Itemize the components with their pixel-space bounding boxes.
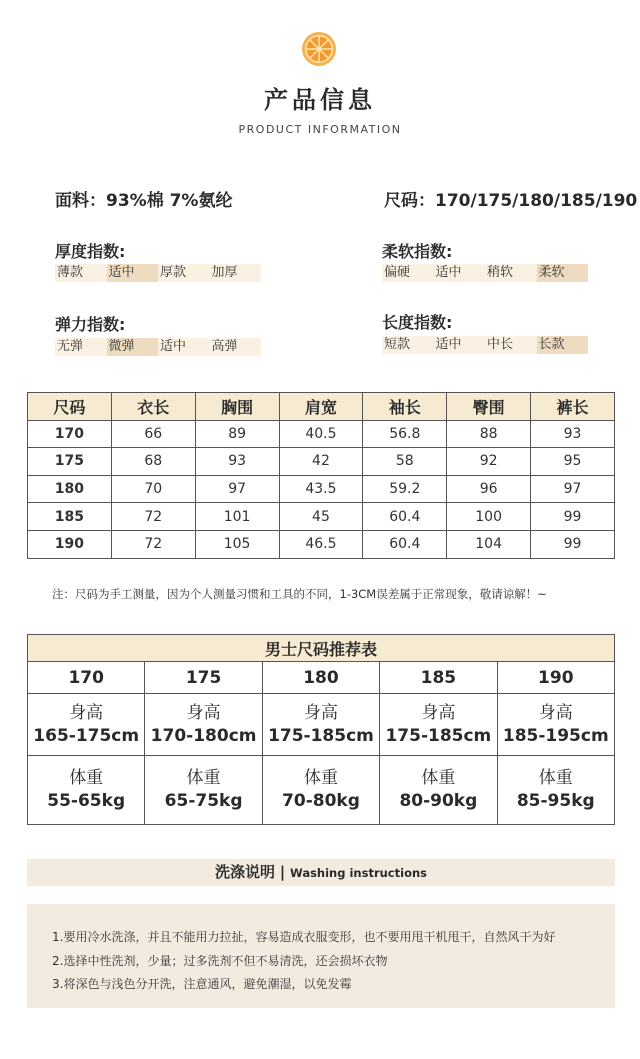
table-cell: 68 [111, 448, 195, 476]
thickness-option: 加厚 [211, 265, 238, 280]
height-cell [145, 694, 262, 756]
recommend-size: 185 [380, 662, 497, 694]
page-subtitle: PRODUCT INFORMATION [238, 123, 402, 136]
thickness-scale [55, 264, 261, 282]
orange-slice-icon [301, 31, 337, 67]
table-cell: 170 [28, 420, 112, 448]
recommend-size: 190 [497, 662, 614, 694]
table-cell: 46.5 [279, 530, 363, 558]
weight-label: 体重 [303, 768, 338, 788]
height-value: 175-185cm [385, 725, 492, 746]
recommend-table-title: 男士尺码推荐表 [28, 635, 615, 662]
length-option: 适中 [435, 337, 462, 352]
table-cell: 95 [531, 448, 615, 476]
table-cell: 66 [111, 420, 195, 448]
washing-line: 1.要用冷水洗涤，并且不能用力拉扯，容易造成衣服变形，也不要用甩干机甩干，自然风干为好 [52, 930, 556, 944]
recommend-table [27, 634, 615, 825]
recommend-size: 175 [145, 662, 262, 694]
size-table [27, 392, 615, 559]
thickness-option: 薄款 [57, 265, 84, 280]
table-cell: 96 [447, 475, 531, 503]
header-length: 衣长 [111, 393, 195, 421]
table-row [28, 475, 615, 503]
table-cell: 88 [447, 420, 531, 448]
softness-option: 稍软 [487, 265, 514, 280]
header-hip: 臀围 [447, 393, 531, 421]
table-cell: 175 [28, 448, 112, 476]
weight-value: 70-80kg [282, 791, 360, 811]
height-cell [380, 694, 497, 756]
table-cell: 56.8 [363, 420, 447, 448]
weight-value: 85-95kg [516, 791, 595, 811]
softness-index-title: 柔软指数: [382, 242, 453, 261]
weight-value: 55-65kg [47, 791, 126, 811]
length-index-title: 长度指数: [382, 313, 453, 332]
washing-line: 3.将深色与浅色分开洗，注意通风，避免潮湿，以免发霉 [52, 977, 352, 991]
table-cell: 97 [195, 475, 279, 503]
weight-cell [497, 756, 614, 825]
recommend-weight-row [28, 756, 615, 825]
height-cell [28, 694, 145, 756]
length-scale [382, 336, 588, 354]
header-chest: 胸围 [195, 393, 279, 421]
size-table-header [28, 393, 615, 421]
table-row [28, 503, 615, 531]
page-title: 产品信息 [264, 86, 376, 114]
weight-cell [145, 756, 262, 825]
weight-label: 体重 [186, 768, 221, 788]
recommend-size: 170 [28, 662, 145, 694]
softness-option: 偏硬 [384, 265, 411, 280]
washing-instructions [27, 904, 615, 1008]
size-info: 尺码：170/175/180/185/190 [384, 191, 638, 211]
weight-value: 65-75kg [164, 791, 243, 811]
table-cell: 93 [531, 420, 615, 448]
softness-option-selected: 柔软 [537, 264, 589, 282]
elasticity-scale [55, 338, 261, 356]
table-cell: 72 [111, 503, 195, 531]
table-row [28, 448, 615, 476]
height-label: 身高 [303, 702, 338, 723]
elasticity-option: 适中 [160, 339, 187, 354]
length-option-selected: 长款 [537, 336, 589, 354]
height-value: 185-195cm [502, 725, 609, 746]
length-option: 中长 [487, 337, 514, 352]
thickness-option-selected: 适中 [107, 264, 159, 282]
height-label: 身高 [69, 702, 104, 723]
table-cell: 97 [531, 475, 615, 503]
thickness-index-title: 厚度指数: [55, 242, 126, 261]
recommend-size-row [28, 662, 615, 694]
fabric-info: 面料：93%棉 7%氨纶 [55, 191, 233, 211]
table-cell: 42 [279, 448, 363, 476]
elasticity-index-title: 弹力指数: [55, 315, 126, 334]
softness-option: 适中 [435, 265, 462, 280]
table-cell: 72 [111, 530, 195, 558]
table-cell: 180 [28, 475, 112, 503]
table-row [28, 530, 615, 558]
table-cell: 45 [279, 503, 363, 531]
weight-cell [380, 756, 497, 825]
table-cell: 60.4 [363, 530, 447, 558]
washing-title-divider: | [279, 863, 286, 881]
table-cell: 99 [531, 503, 615, 531]
table-cell: 58 [363, 448, 447, 476]
height-label: 身高 [538, 702, 573, 723]
table-cell: 104 [447, 530, 531, 558]
elasticity-option: 高弹 [211, 339, 238, 354]
table-cell: 89 [195, 420, 279, 448]
washing-line: 2.选择中性洗剂，少量；过多洗剂不但不易清洗，还会损坏衣物 [52, 953, 388, 968]
washing-title-en: Washing instructions [290, 866, 427, 880]
table-cell: 190 [28, 530, 112, 558]
washing-title-cn: 洗涤说明 [214, 863, 275, 881]
weight-cell [28, 756, 145, 825]
recommend-size: 180 [262, 662, 379, 694]
softness-scale [382, 264, 588, 282]
weight-value: 80-90kg [399, 791, 478, 811]
table-cell: 105 [195, 530, 279, 558]
washing-header [27, 859, 615, 886]
header-shoulder: 肩宽 [279, 393, 363, 421]
header-size: 尺码 [28, 393, 112, 421]
height-value: 170-180cm [150, 725, 257, 746]
table-cell: 92 [447, 448, 531, 476]
elasticity-option: 无弹 [57, 339, 84, 354]
weight-cell [262, 756, 379, 825]
elasticity-option-selected: 微弹 [107, 338, 159, 356]
header-pants-length: 裤长 [531, 393, 615, 421]
table-cell: 100 [447, 503, 531, 531]
thickness-option: 厚款 [160, 265, 187, 280]
height-label: 身高 [421, 702, 456, 723]
table-cell: 93 [195, 448, 279, 476]
table-cell: 43.5 [279, 475, 363, 503]
height-cell [497, 694, 614, 756]
height-value: 165-175cm [33, 725, 140, 746]
table-cell: 185 [28, 503, 112, 531]
table-cell: 59.2 [363, 475, 447, 503]
table-row [28, 420, 615, 448]
recommend-height-row [28, 694, 615, 756]
height-label: 身高 [186, 702, 221, 723]
recommend-table-header [28, 635, 615, 662]
table-cell: 70 [111, 475, 195, 503]
weight-label: 体重 [421, 768, 456, 788]
weight-label: 体重 [69, 768, 104, 788]
height-cell [262, 694, 379, 756]
weight-label: 体重 [538, 768, 573, 788]
length-option: 短款 [384, 337, 411, 352]
measurement-note: 注：尺码为手工测量，因为个人测量习惯和工具的不同，1-3CM误差属于正常现象，敬请谅解！~ [52, 587, 547, 601]
height-value: 175-185cm [268, 725, 374, 746]
table-cell: 101 [195, 503, 279, 531]
table-cell: 40.5 [279, 420, 363, 448]
table-cell: 60.4 [363, 503, 447, 531]
header-sleeve: 袖长 [363, 393, 447, 421]
table-cell: 99 [531, 530, 615, 558]
